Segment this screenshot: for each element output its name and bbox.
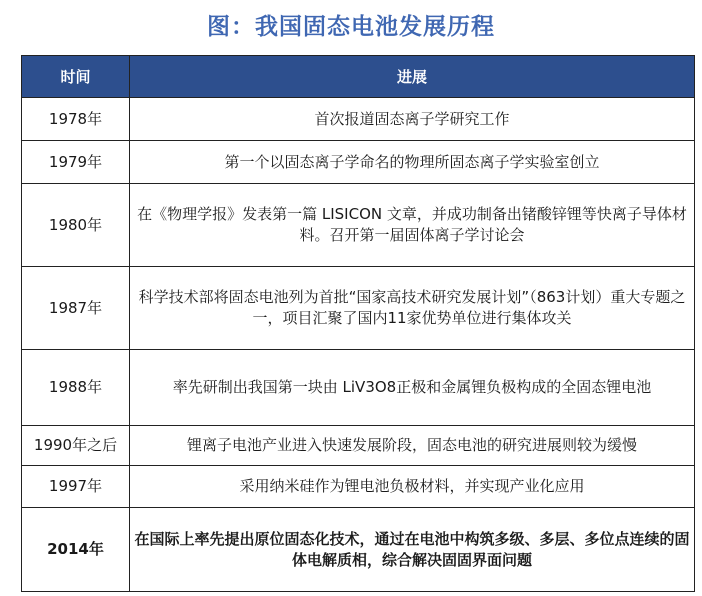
progress-cell [130,98,695,141]
table-row [22,141,695,184]
progress-cell [130,267,695,350]
table-row [22,267,695,350]
progress-text: 率先研制出我国第一块由 LiV3O8正极和金属锂负极构成的全固态锂电池 [172,378,652,396]
table-row [22,466,695,508]
year-cell: 1988年 [22,350,130,426]
page-title: 图：我国固态电池发展历程 [207,14,495,40]
table-row [22,426,695,466]
column-header-progress: 进展 [130,56,695,98]
year-cell: 1980年 [22,184,130,267]
year-cell: 1997年 [22,466,130,508]
timeline-table [21,55,695,592]
column-header-time: 时间 [22,56,130,98]
progress-text: 在《物理学报》发表第一篇 LISICON 文章，并成功制备出锗酸锌锂等快离子导体材料。召开第一届固体离子学讨论会 [137,205,687,244]
year-cell: 1987年 [22,267,130,350]
year-cell: 1978年 [22,98,130,141]
progress-cell [130,466,695,508]
table-header-row [22,56,695,98]
progress-text: 采用纳米硅作为锂电池负极材料，并实现产业化应用 [239,477,585,495]
progress-text: 在国际上率先提出原位固态化技术，通过在电池中构筑多级、多层、多位点连续的固体电解质相，综合解决固固界面问题 [134,529,690,569]
progress-cell [130,350,695,426]
progress-cell [130,426,695,466]
year-cell: 1990年之后 [22,426,130,466]
progress-text: 首次报道固态离子学研究工作 [314,109,510,128]
progress-cell [130,141,695,184]
table-row [22,350,695,426]
progress-cell [130,508,695,592]
progress-text: 第一个以固态离子学命名的物理所固态离子学实验室创立 [224,152,600,171]
table-row [22,184,695,267]
table-row [22,98,695,141]
table-row-highlight [22,508,695,592]
progress-cell [130,184,695,267]
progress-text: 科学技术部将固态电池列为首批“国家高技术研究发展计划”（863计划）重大专题之一，项目汇聚了国内11家优势单位进行集体攻关 [138,288,686,327]
progress-text: 锂离子电池产业进入快速发展阶段，固态电池的研究进展则较为缓慢 [186,436,637,454]
year-cell: 1979年 [22,141,130,184]
year-cell: 2014年 [22,508,130,592]
